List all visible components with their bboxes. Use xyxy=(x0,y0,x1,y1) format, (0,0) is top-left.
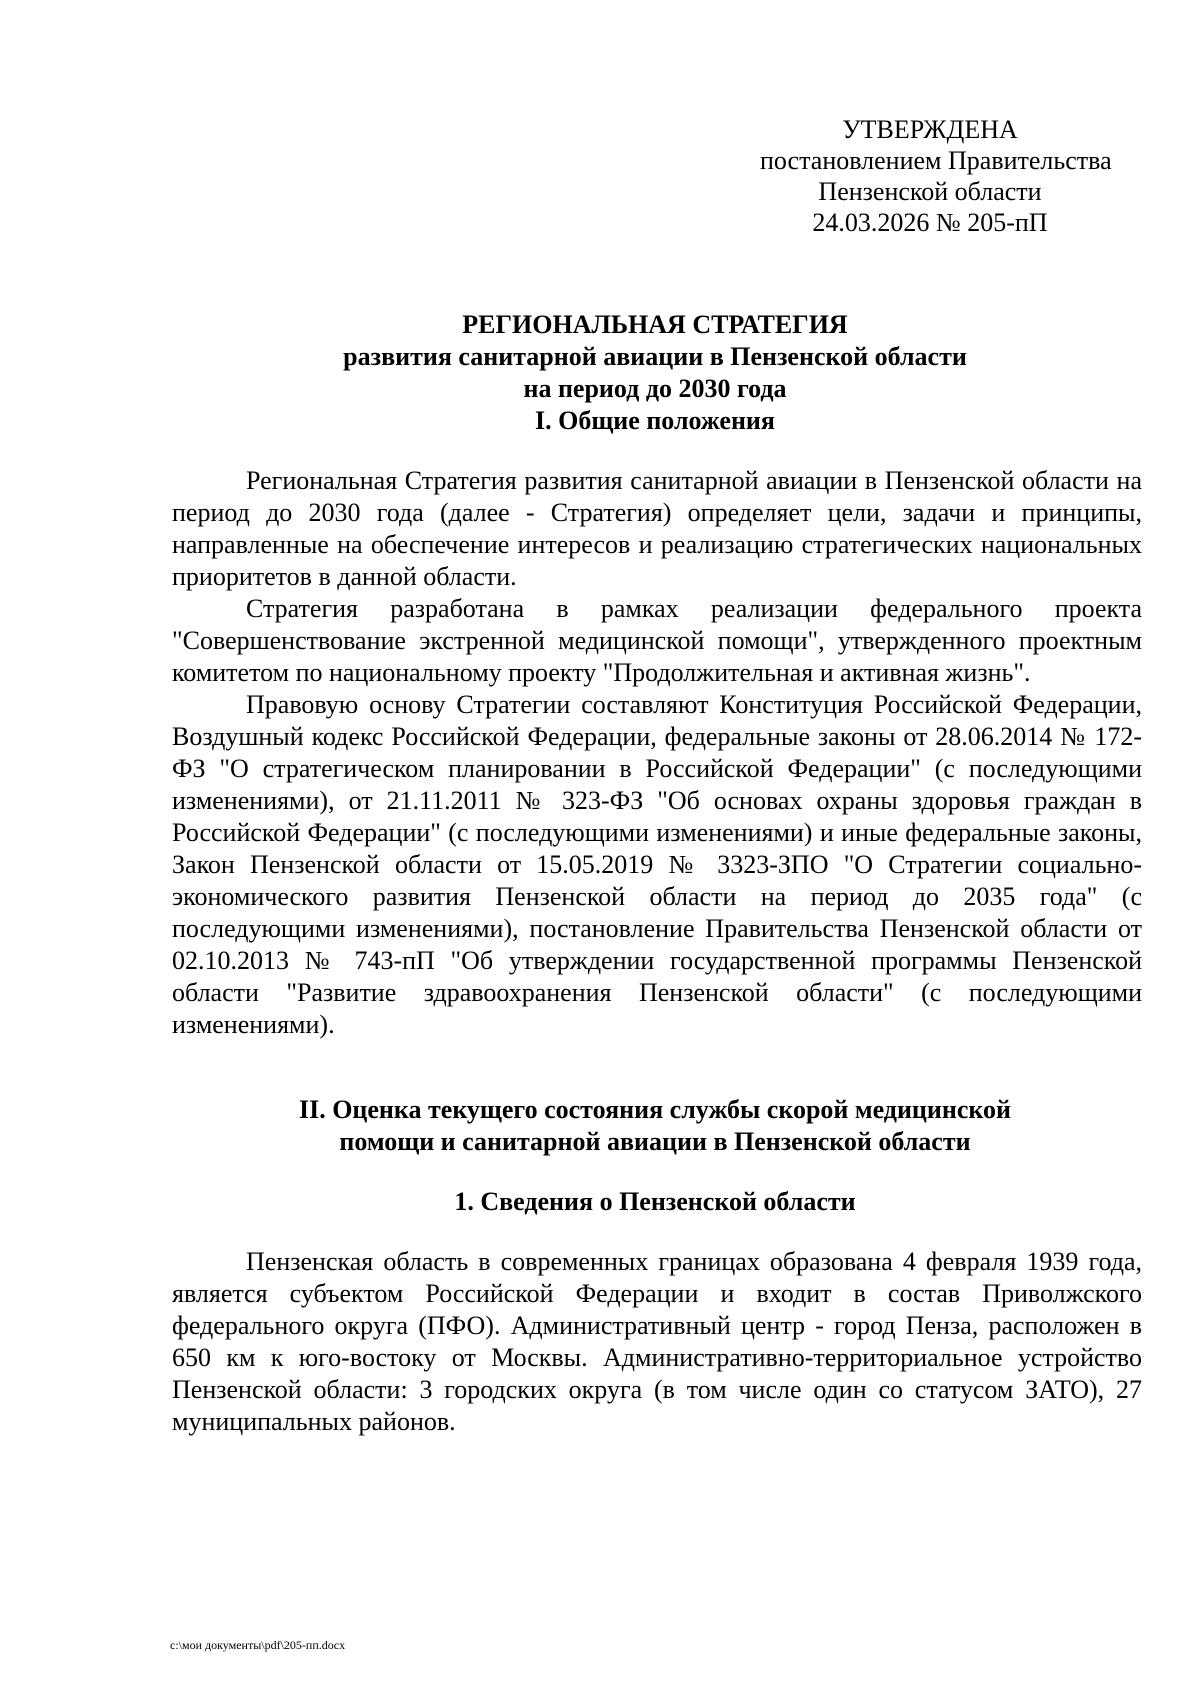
paragraph: Региональная Стратегия развития санитарной авиации в Пензенской области на период до 2030 года (далее - Стратегия) определяет цели, задачи и принципы, направленные на обеспечение интересов и реализацию стратегических национальных приоритетов в данной области. xyxy=(172,466,1142,591)
paragraph: Правовую основу Стратегии составляют Конституция Российской Федерации, Воздушный кодекс Российской Федерации, федеральные законы от 28.06.2014 № 172-ФЗ "О стратегическом планировании в Российской Федерации" (с последующими изменениями), от 21.11.2011 № 323-ФЗ "Об основах охраны здоровья граждан в Российской Федерации" (с последующими изменениями) и иные федеральные законы, Закон Пензенской области от 15.05.2019 № 3323-ЗПО "О Стратегии социально-экономического развития Пензенской области на период до 2035 года" (с последующими изменениями), постановление Правительства Пензенской области от 02.10.2013 № 743-пП "Об утверждении государственной программы Пензенской области "Развитие здравоохранения Пензенской области" (с последующими изменениями). xyxy=(172,690,1142,1039)
paragraph: Пензенская область в современных границах образована 4 февраля 1939 года, является субъектом Российской Федерации и входит в состав Приволжского федерального округа (ПФО). Административный центр - город Пенза, расположен в 650 км к юго-востоку от Москвы. Административно-территориальное устройство Пензенской области: 3 городских округа (в том числе один со статусом ЗАТО), 27 муниципальных районов. xyxy=(172,1247,1142,1436)
title-line-3: на период до 2030 года xyxy=(523,374,787,403)
approval-stamp xyxy=(760,114,1112,238)
paragraph: Стратегия разработана в рамках реализации федерального проекта "Совершенствование экстренной медицинской помощи", утвержденного проектным комитетом по национальному проекту "Продолжительная и активная жизнь". xyxy=(172,594,1142,687)
subsection-1-body xyxy=(172,1246,1142,1438)
section-1-heading xyxy=(170,405,1140,437)
approval-line-2: постановлением Правительства xyxy=(760,146,1112,175)
section-1-body xyxy=(172,465,1142,1041)
title-line-1: РЕГИОНАЛЬНАЯ СТРАТЕГИЯ xyxy=(462,310,848,339)
title-line-2: развития санитарной авиации в Пензенской области xyxy=(343,342,967,371)
section-2-heading-line-1: II. Оценка текущего состояния службы скорой медицинской xyxy=(298,1095,1012,1124)
approval-line-3: Пензенской области xyxy=(818,177,1042,206)
approval-line-1: УТВЕРЖДЕНА xyxy=(842,115,1018,144)
footer-file-path: c:\мои документы\pdf\205-пп.docx xyxy=(170,1638,346,1652)
document-title xyxy=(170,309,1140,405)
approval-line-4: 24.03.2026 № 205-пП xyxy=(812,208,1048,237)
section-1-heading-text: I. Общие положения xyxy=(535,406,775,435)
subsection-1-heading-text: 1. Сведения о Пензенской области xyxy=(454,1187,856,1216)
section-2-heading-line-2: помощи и санитарной авиации в Пензенской области xyxy=(339,1127,971,1156)
section-2-heading xyxy=(170,1094,1140,1158)
subsection-1-heading xyxy=(170,1186,1140,1218)
